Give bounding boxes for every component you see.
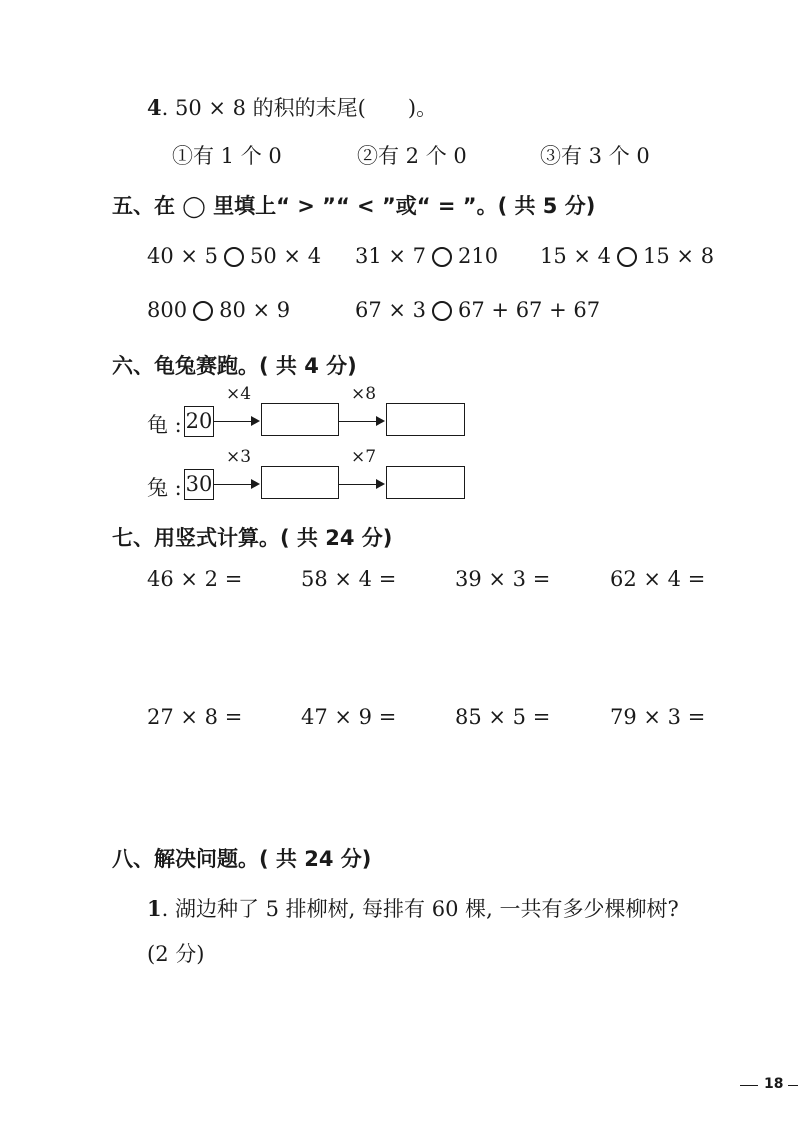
compare-left: 15 × 4	[540, 244, 612, 268]
compare-left: 800	[147, 298, 188, 322]
answer-circle[interactable]	[432, 247, 452, 267]
answer-circle[interactable]	[617, 247, 637, 267]
section6-title: 六、龟兔赛跑。( 共 4 分)	[112, 354, 357, 378]
rabbit-start-value: 30	[184, 469, 214, 500]
rabbit-answer-box-2[interactable]	[386, 466, 465, 499]
problem-number: 1	[147, 896, 162, 921]
compare-left: 31 × 7	[355, 244, 427, 268]
q4-text: . 50 × 8 的积的末尾( )。	[161, 96, 438, 120]
tortoise-arrow-1	[214, 384, 262, 437]
compare-right: 15 × 8	[643, 244, 715, 268]
compare-item	[355, 244, 498, 268]
calc-problem: 58 × 4 =	[301, 567, 397, 591]
rabbit-op-2: ×7	[351, 447, 377, 467]
tortoise-start-value: 20	[184, 406, 214, 437]
page-number: 18	[764, 1076, 784, 1092]
compare-left: 40 × 5	[147, 244, 219, 268]
word-problem-1	[147, 893, 679, 923]
calc-problem: 27 × 8 =	[147, 705, 243, 729]
answer-circle[interactable]	[432, 301, 452, 321]
answer-circle[interactable]	[193, 301, 213, 321]
calc-problem: 79 × 3 =	[610, 705, 706, 729]
tortoise-label: 龟 :	[147, 413, 182, 437]
arrow-right-icon	[376, 416, 385, 426]
problem-score: (2 分)	[147, 942, 205, 966]
calc-problem: 85 × 5 =	[455, 705, 551, 729]
compare-item	[147, 298, 290, 322]
tortoise-op-1: ×4	[226, 384, 252, 404]
calc-problem: 47 × 9 =	[301, 705, 397, 729]
section5-title: 五、在 ◯ 里填上“ > ”“ < ”或“ = ”。( 共 5 分)	[112, 194, 596, 218]
compare-right: 80 × 9	[219, 298, 291, 322]
rabbit-answer-box-1[interactable]	[261, 466, 339, 499]
compare-right: 50 × 4	[250, 244, 322, 268]
tortoise-answer-box-2[interactable]	[386, 403, 465, 436]
tortoise-op-2: ×8	[351, 384, 377, 404]
rabbit-arrow-1	[214, 447, 262, 500]
answer-circle[interactable]	[224, 247, 244, 267]
q4-option-3: ③有 3 个 0	[540, 144, 650, 168]
page-footer	[740, 1075, 798, 1095]
rabbit-op-1: ×3	[226, 447, 252, 467]
rabbit-label: 兔 :	[147, 476, 182, 500]
arrow-right-icon	[251, 479, 260, 489]
compare-item	[147, 244, 321, 268]
tortoise-answer-box-1[interactable]	[261, 403, 339, 436]
compare-right: 67 + 67 + 67	[458, 298, 601, 322]
compare-right: 210	[458, 244, 499, 268]
arrow-right-icon	[251, 416, 260, 426]
section8-title: 八、解决问题。( 共 24 分)	[112, 847, 372, 871]
calc-problem: 62 × 4 =	[610, 567, 706, 591]
q4-option-1: ①有 1 个 0	[172, 144, 282, 168]
problem-text: . 湖边种了 5 排柳树, 每排有 60 棵, 一共有多少棵柳树?	[161, 897, 679, 921]
section7-title: 七、用竖式计算。( 共 24 分)	[112, 526, 393, 550]
compare-item	[540, 244, 714, 268]
calc-problem: 39 × 3 =	[455, 567, 551, 591]
q4-option-2: ②有 2 个 0	[357, 144, 467, 168]
q4-stem	[147, 92, 437, 122]
calc-problem: 46 × 2 =	[147, 567, 243, 591]
rabbit-arrow-2	[339, 447, 387, 500]
arrow-right-icon	[376, 479, 385, 489]
compare-left: 67 × 3	[355, 298, 427, 322]
q4-number: 4	[147, 95, 162, 120]
tortoise-arrow-2	[339, 384, 387, 437]
compare-item	[355, 298, 600, 322]
